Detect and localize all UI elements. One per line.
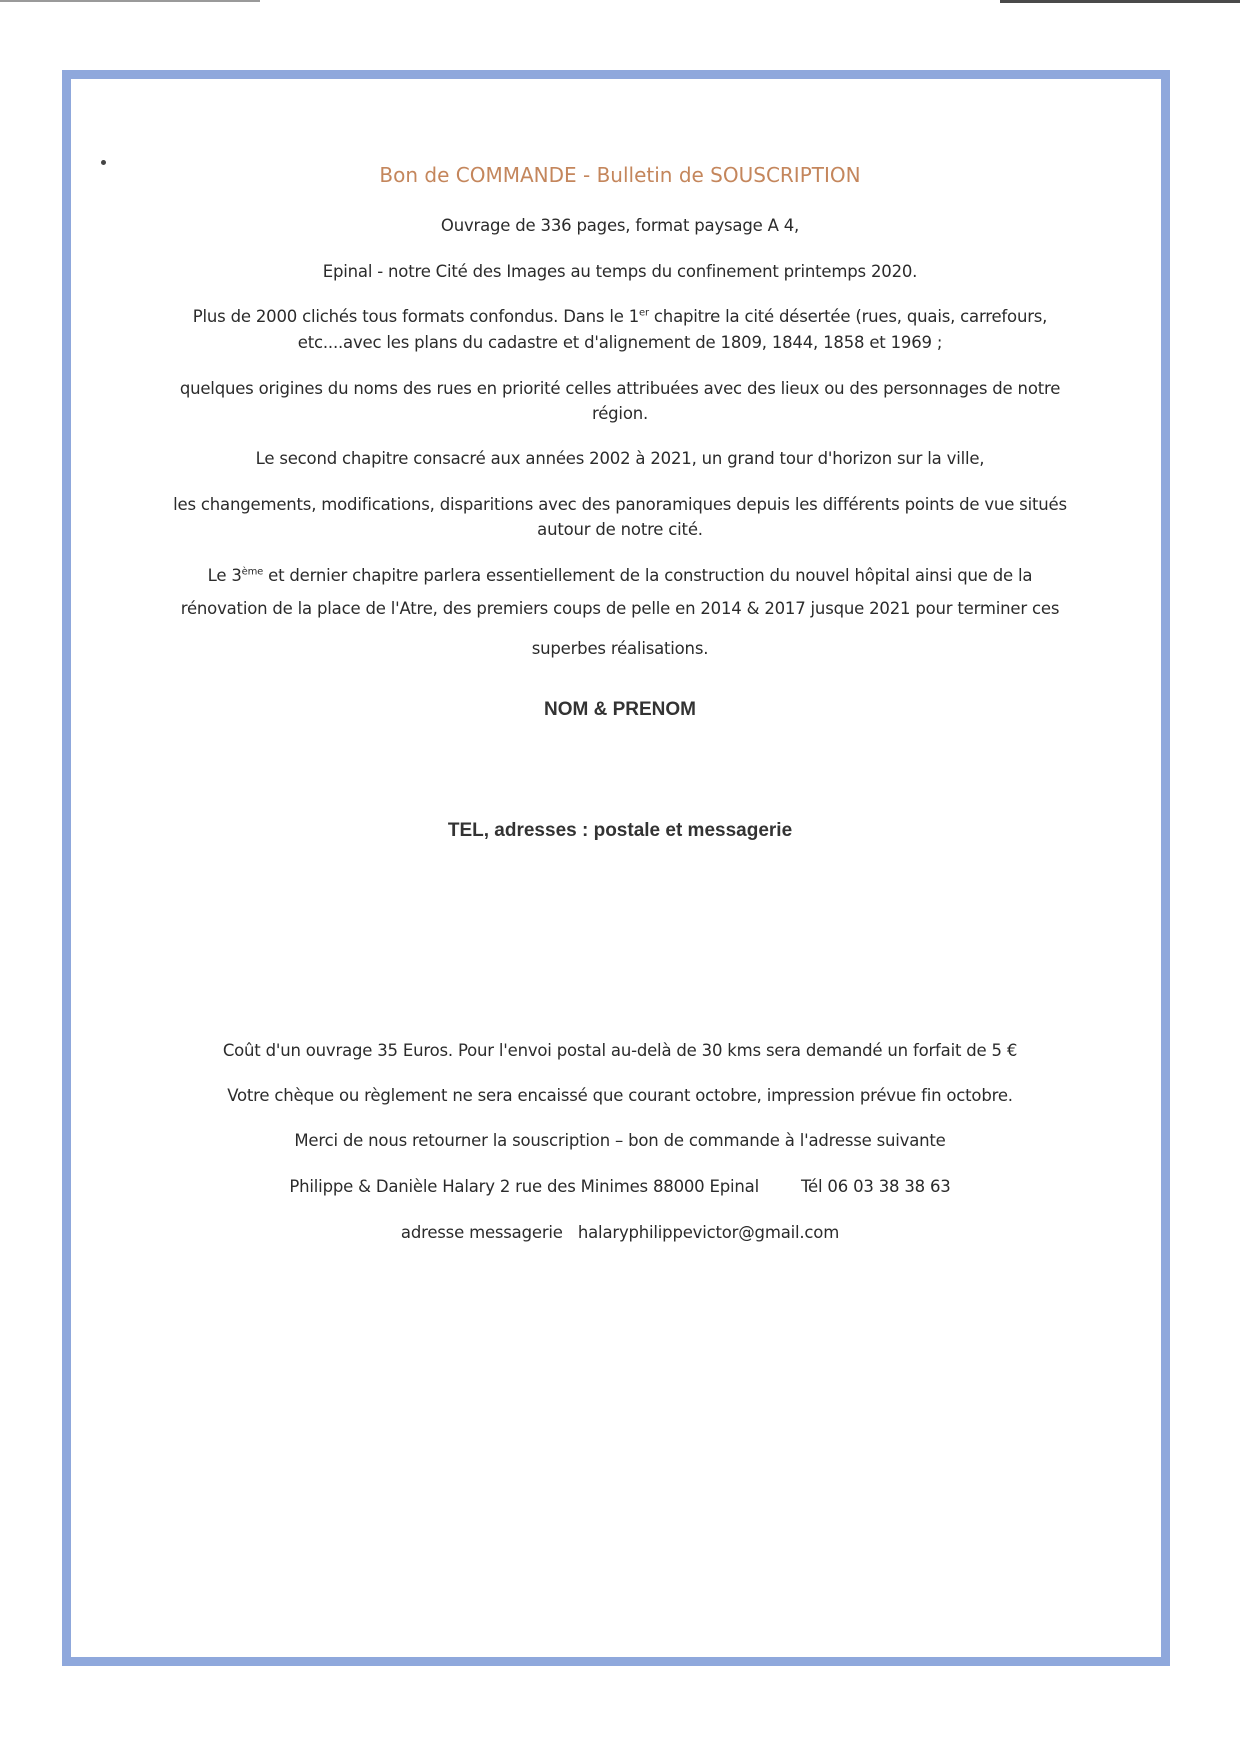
paragraph-1-superscript: er xyxy=(639,307,649,319)
scan-edge-line xyxy=(0,0,260,2)
email-address: halaryphilippevictor@gmail.com xyxy=(577,1223,840,1242)
paragraph-5-line-2: rénovation de la place de l'Atre, des premiers coups de pelle en 2014 & 2017 jusque 2021 pour terminer ces xyxy=(180,599,1060,618)
paragraph-5-text-a: Le 3 xyxy=(207,566,242,585)
paragraph-1 xyxy=(160,304,1080,330)
return-instruction-line: Merci de nous retourner la souscription – bon de commande à l'adresse suivante xyxy=(294,1131,946,1150)
paragraph-5-superscript: ème xyxy=(241,566,264,578)
paragraph-5-line-3: superbes réalisations. xyxy=(531,639,709,658)
paragraph-2-line-1: quelques origines du noms des rues en priorité celles attribuées avec des lieux ou des personnages de notre xyxy=(179,379,1061,398)
phone-number: Tél 06 03 38 38 63 xyxy=(800,1177,951,1196)
intro-line-1: Ouvrage de 336 pages, format paysage A 4, xyxy=(440,216,800,235)
scan-edge-line xyxy=(1000,0,1240,3)
paragraph-1-text-a: Plus de 2000 clichés tous formats confondus. Dans le 1 xyxy=(192,307,640,326)
paragraph-5 xyxy=(160,563,1080,589)
intro-line-2: Epinal - notre Cité des Images au temps du confinement printemps 2020. xyxy=(322,262,918,281)
cost-line: Coût d'un ouvrage 35 Euros. Pour l'envoi postal au-delà de 30 kms sera demandé un forfait de 5 € xyxy=(222,1041,1018,1060)
email-line xyxy=(160,1220,1080,1246)
email-label: adresse messagerie xyxy=(400,1223,563,1242)
paragraph-1-line-2: etc....avec les plans du cadastre et d'alignement de 1809, 1844, 1858 et 1969 ; xyxy=(297,333,943,352)
paragraph-1-text-b: chapitre la cité désertée (rues, quais, carrefours, xyxy=(648,307,1048,326)
address-phone-line xyxy=(160,1174,1080,1200)
paragraph-4-line-2: autour de notre cité. xyxy=(537,520,703,539)
document-title: Bon de COMMANDE - Bulletin de SOUSCRIPTION xyxy=(379,163,861,187)
paragraph-3: Le second chapitre consacré aux années 2002 à 2021, un grand tour d'horizon sur la ville, xyxy=(255,449,985,468)
name-field-heading: NOM & PRENOM xyxy=(544,699,696,720)
payment-line: Votre chèque ou règlement ne sera encaissé que courant octobre, impression prévue fin octobre. xyxy=(227,1086,1013,1105)
postal-address: Philippe & Danièle Halary 2 rue des Minimes 88000 Epinal xyxy=(289,1177,759,1196)
contact-field-heading: TEL, adresses : postale et messagerie xyxy=(447,820,793,841)
paragraph-4-line-1: les changements, modifications, disparitions avec des panoramiques depuis les différents points de vue situés xyxy=(173,495,1067,514)
paragraph-2-line-2: région. xyxy=(591,404,649,423)
paragraph-5-text-b: et dernier chapitre parlera essentiellement de la construction du nouvel hôpital ainsi que de la xyxy=(263,566,1033,585)
scan-speck xyxy=(101,160,106,165)
